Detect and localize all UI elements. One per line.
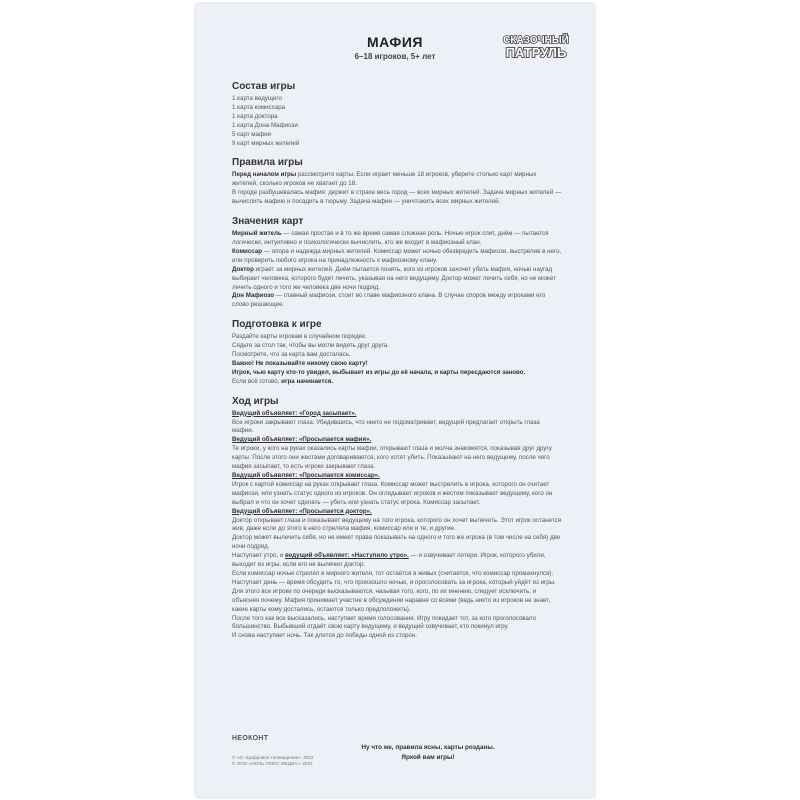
paragraph xyxy=(232,230,562,248)
section-title: Значения карт xyxy=(232,216,304,228)
paragraph xyxy=(232,436,562,445)
bold-text: игра начинается. xyxy=(281,377,334,385)
paragraph: Если комиссар ночью стрелял в мирного жителя, тот остаётся в живых (считается, что комиссар промахнулся). xyxy=(232,569,554,577)
text-run: — самая простая и в то же время самая сложная роль. Ночью игрок спит, днём — пытается логически, интуитивно и психологически вычислить, кто же входит в мафиозный клан. xyxy=(232,230,549,246)
bold-text xyxy=(232,472,380,479)
paragraph: Все игроки закрывают глаза. Убедившись, что никто не подсматривает, ведущий предлагает открыть глаза мафии. xyxy=(232,418,540,435)
paragraph: И снова наступает ночь. Так длится до победы одной из сторон. xyxy=(232,632,418,640)
footer xyxy=(232,735,562,766)
bold-text xyxy=(232,410,356,417)
underlined-text: Ведущий объявляет: «Город засыпает». xyxy=(232,409,357,417)
text-run: рассмотрите карты. Если играет меньше 18 игроков, уберите столько карт мирных жителей, сколько игроков не хватает до 18. xyxy=(232,171,537,188)
rules-body xyxy=(232,72,562,641)
text-run: — главный мафиози, стоит во главе мафиозного клана. В случае споров между игроками его слово решающее. xyxy=(232,292,546,309)
text-run: Если всё готово, xyxy=(232,377,282,385)
bold-text: Перед началом игры xyxy=(232,171,297,179)
paragraph: 5 карт мафии xyxy=(232,130,272,138)
paragraph: Раздайте карты игрокам в случайном порядке. xyxy=(232,333,367,341)
paragraph xyxy=(232,248,562,266)
bold-text: Важно! Не показывайте никому свою карту! xyxy=(232,359,368,367)
underlined-text: Ведущий объявляет: «Просыпается мафия». xyxy=(232,436,372,444)
paragraph: Те игроки, у кого на руках оказались карты мафии, открывают глаза и молча знакомятся, показывая друг другу карты. После этого они жестами договариваются, кого хотят убить. Показывают на него ведущему, после чего мафия засыпает, то есть игроки закрывают глаза. xyxy=(232,445,552,471)
logo-line-1: СКАЗОЧНЫЙ xyxy=(503,35,569,46)
text-run: Наступает утро, и xyxy=(232,552,286,560)
copyright xyxy=(232,755,314,767)
section-title: Ход игры xyxy=(232,395,279,407)
paragraph: 1 карта Дона Мафиози xyxy=(232,121,298,129)
paragraph: Сядьте за стол так, чтобы вы могли видеть друг друга. xyxy=(232,342,389,350)
closing-line: Яркой вам игры! xyxy=(401,753,455,761)
bold-text: Мирный житель xyxy=(232,230,282,238)
paragraph: Посмотрите, что за карта вам досталась. xyxy=(232,351,351,359)
paragraph: Доктор открывает глаза и показывает ведущему на того игрока, которого он хочет вылечить. Этот игрок останется жив, даже если до этого в него стреляла мафия, комиссар или и те, и другие. xyxy=(232,516,562,533)
paragraph xyxy=(232,472,562,481)
underlined-text: Ведущий объявляет: «Просыпается доктор». xyxy=(232,507,372,515)
copyright-line: © АО «Цифровое телевидение», 2022 xyxy=(232,755,314,760)
paragraph: 1 карта ведущего xyxy=(232,95,282,102)
paragraph: 1 карта комиссара xyxy=(232,103,286,111)
paragraph xyxy=(232,171,562,189)
paragraph xyxy=(232,266,562,293)
bold-text: Игрок, чью карту кто-то увидел, выбывает из игры до её начала, и карты пересдаются заново. xyxy=(232,368,526,376)
paragraph xyxy=(232,378,562,387)
paragraph: 9 карт мирных жителей xyxy=(232,139,300,147)
closing-text xyxy=(328,743,528,762)
rules-sheet xyxy=(196,4,594,797)
page-subtitle: 6–18 игроков, 5+ лет xyxy=(354,52,436,61)
closing-line: Ну что же, правила ясны, карты розданы. xyxy=(361,744,495,751)
paragraph: 1 карта доктора xyxy=(232,112,278,120)
copyright-line: © ООО «НОЛЬ ПЛЮС МЕДИА», 2022 xyxy=(232,761,313,766)
paragraph xyxy=(232,552,562,570)
paragraph xyxy=(232,508,562,517)
paragraph: Доктор может вылечить себя, но не имеет права показывать на одного и того же игрока (в том числе на себя) две ночи подряд. xyxy=(232,534,561,551)
paragraph: Игрок с картой комиссар на руках открывает глаза. Комиссар может выстрелить в игрока, которого он считает мафиози, или узнать статус одного из игроков. Он оглядывает игроков и жестом показывает ведущему, кого он выбрал и что он хочет сделать — убить или узнать статус игрока. Комиссар засыпает. xyxy=(232,480,553,506)
paragraph: В городе разбушевалась мафия: держит в страхе весь город — всех мирных жителей. Задача мирных жителей — вычислить мафию и посадить в тюрьму. Задача мафии — уничтожить всех мирных жителей. xyxy=(232,189,562,206)
paragraph xyxy=(232,360,562,369)
paragraph xyxy=(232,292,562,310)
text-run: — и озвучивает потери. Игрок, которого убили, выходит из игры, если его не вылечил доктор. xyxy=(232,552,546,569)
logo-line-2: ПАТРУЛЬ xyxy=(505,45,567,60)
paragraph xyxy=(232,410,562,419)
bold-text xyxy=(232,508,372,515)
paragraph: Наступает день — время обсудить то, что произошло ночью, и проголосовать за игрока, который уйдёт из игры. Для этого все игроки по очереди высказываются, называя того, кого, по их мнению, следует исключить, и объясняя почему. Мафия принимает участие в обсуждении наравне со всеми (ведь никто из игроков не знает, какие карты кому достались, остаются только предположить). xyxy=(232,578,556,613)
section-title: Состав игры xyxy=(232,81,296,92)
paragraph xyxy=(232,369,562,378)
bold-text xyxy=(232,436,371,443)
publisher-logo: НЕОКОНТ xyxy=(232,735,269,742)
section-title: Правила игры xyxy=(232,157,303,169)
bold-text: Доктор xyxy=(232,265,254,273)
paragraph: После того как все высказались, наступает время голосования. Игру покидает тот, за кого проголосовало большинство. Выбывший отдаёт свою карту ведущему, и ведущий озвучивает, кто покинул игру. xyxy=(232,614,537,631)
brand-logo xyxy=(496,32,576,60)
bold-text: Комиссар xyxy=(232,247,263,255)
text-run: — опора и надежда мирных жителей. Комиссар может ночью обезвредить мафиози, выстрелив в него, или проверить любого игрока на принадлежность к мафиозному клану. xyxy=(232,247,562,264)
bold-text xyxy=(285,552,409,559)
text-run: играет за мирных жителей. Днём пытается понять, кого из игроков захочет убить мафия, ночью наугад выбирает человека, которого будет лечить, указывая на него ведущему. Доктор может лечить себя, но не может лечить одного и того же человека две ночи подряд. xyxy=(232,265,556,291)
bold-text: Дон Мафиозо xyxy=(232,292,275,300)
underlined-text: ведущий объявляет: «Наступило утро». xyxy=(285,552,409,560)
underlined-text: Ведущий объявляет: «Просыпается комиссар». xyxy=(232,472,380,479)
section-title: Подготовка к игре xyxy=(232,319,322,331)
page-title: МАФИЯ xyxy=(367,34,423,50)
